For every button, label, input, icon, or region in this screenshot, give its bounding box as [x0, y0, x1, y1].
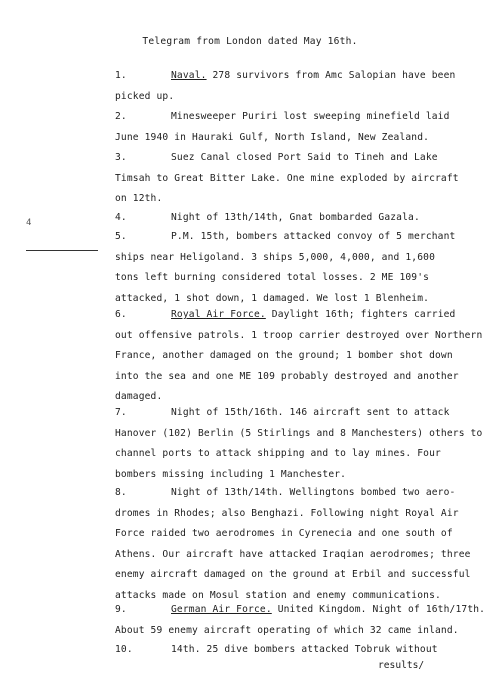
paragraph-line: on 12th. — [115, 193, 163, 204]
paragraph-5 — [115, 227, 490, 309]
paragraph-line: United Kingdom. Night of 16th/17th. — [277, 604, 486, 615]
paragraph-2 — [115, 107, 490, 148]
paragraph-line: dromes in Rhodes; also Benghazi. Following night Royal Air — [115, 507, 459, 519]
paragraph-number: 7. — [115, 407, 127, 418]
paragraph-line: damaged. — [115, 391, 163, 402]
paragraph-line: ships near Heligoland. 3 ships 5,000, 4,000, and 1,600 — [115, 251, 435, 263]
paragraph-line: Night of 13th/14th, Gnat bombarded Gazala. — [171, 212, 420, 223]
paragraph-7 — [115, 403, 490, 485]
paragraph-number: 4. — [115, 212, 127, 223]
paragraph-line: Force raided two aerodromes in Cyrenecia and one south of — [115, 528, 453, 539]
paragraph-line: Daylight 16th; fighters carried — [271, 309, 456, 320]
paragraph-line: attacked, 1 shot down, 1 damaged. We lost 1 Blenheim. — [115, 292, 430, 304]
paragraph-line: picked up. — [115, 90, 175, 102]
paragraph-line: channel ports to attack shipping and to lay mines. Four — [115, 448, 441, 459]
section-heading: German Air Force. — [171, 604, 272, 615]
margin-annotation: 4 — [26, 218, 32, 228]
paragraph-line: Hanover (102) Berlin (5 Stirlings and 8 Manchesters) others to — [115, 427, 483, 439]
paragraph-number: 6. — [115, 309, 127, 320]
paragraph-number: 9. — [115, 604, 127, 615]
paragraph-line: Timsah to Great Bitter Lake. One mine exploded by aircraft — [115, 172, 459, 184]
paragraph-line: 14th. 25 dive bombers attacked Tobruk without — [171, 644, 438, 655]
paragraph-4 — [115, 208, 490, 229]
section-heading: Royal Air Force. — [171, 309, 266, 320]
paragraph-line: Night of 13th/14th. Wellingtons bombed two aero- — [171, 487, 456, 498]
section-heading: Naval. — [171, 70, 207, 81]
paragraph-line: 278 survivors from Amc Salopian have been — [212, 70, 456, 81]
paragraph-line: attacks made on Mosul station and enemy communications. — [115, 589, 441, 601]
paragraph-number: 8. — [115, 487, 127, 498]
paragraph-number: 5. — [115, 231, 127, 242]
paragraph-number: 1. — [115, 70, 127, 81]
paragraph-line: into the sea and one ME 109 probably destroyed and another — [115, 370, 459, 382]
paragraph-10 — [115, 640, 490, 661]
paragraph-line: enemy aircraft damaged on the ground at Erbil and successful — [115, 569, 471, 580]
paragraph-line: P.M. 15th, bombers attacked convoy of 5 merchant — [171, 231, 456, 242]
paragraph-line: bombers missing including 1 Manchester. — [115, 468, 347, 480]
paragraph-line: France, another damaged on the ground; 1 bomber shot down — [115, 350, 453, 361]
paragraph-number: 10. — [115, 644, 133, 655]
continuation-text: results/ — [378, 660, 425, 671]
paragraph-line: About 59 enemy aircraft operating of which 32 came inland. — [115, 624, 459, 636]
paragraph-number: 3. — [115, 152, 127, 163]
paragraph-6 — [115, 305, 490, 408]
paragraph-1 — [115, 66, 490, 107]
paragraph-line: Night of 15th/16th. 146 aircraft sent to attack — [171, 407, 450, 418]
paragraph-9 — [115, 600, 490, 641]
document-title: Telegram from London dated May 16th. — [142, 36, 358, 47]
paragraph-line: Suez Canal closed Port Said to Tineh and Lake — [171, 152, 438, 163]
margin-rule — [26, 250, 98, 251]
paragraph-3 — [115, 148, 490, 210]
paragraph-line: out offensive patrols. 1 troop carrier destroyed over Northern — [115, 329, 483, 341]
paragraph-8 — [115, 483, 490, 606]
paragraph-number: 2. — [115, 111, 127, 122]
paragraph-line: Athens. Our aircraft have attacked Iraqian aerodromes; three — [115, 548, 471, 560]
paragraph-line: June 1940 in Hauraki Gulf, North Island, New Zealand. — [115, 131, 430, 143]
paragraph-line: Minesweeper Puriri lost sweeping minefield laid — [171, 111, 450, 122]
paragraph-line: tons left burning considered total losses. 2 ME 109's — [115, 272, 430, 283]
